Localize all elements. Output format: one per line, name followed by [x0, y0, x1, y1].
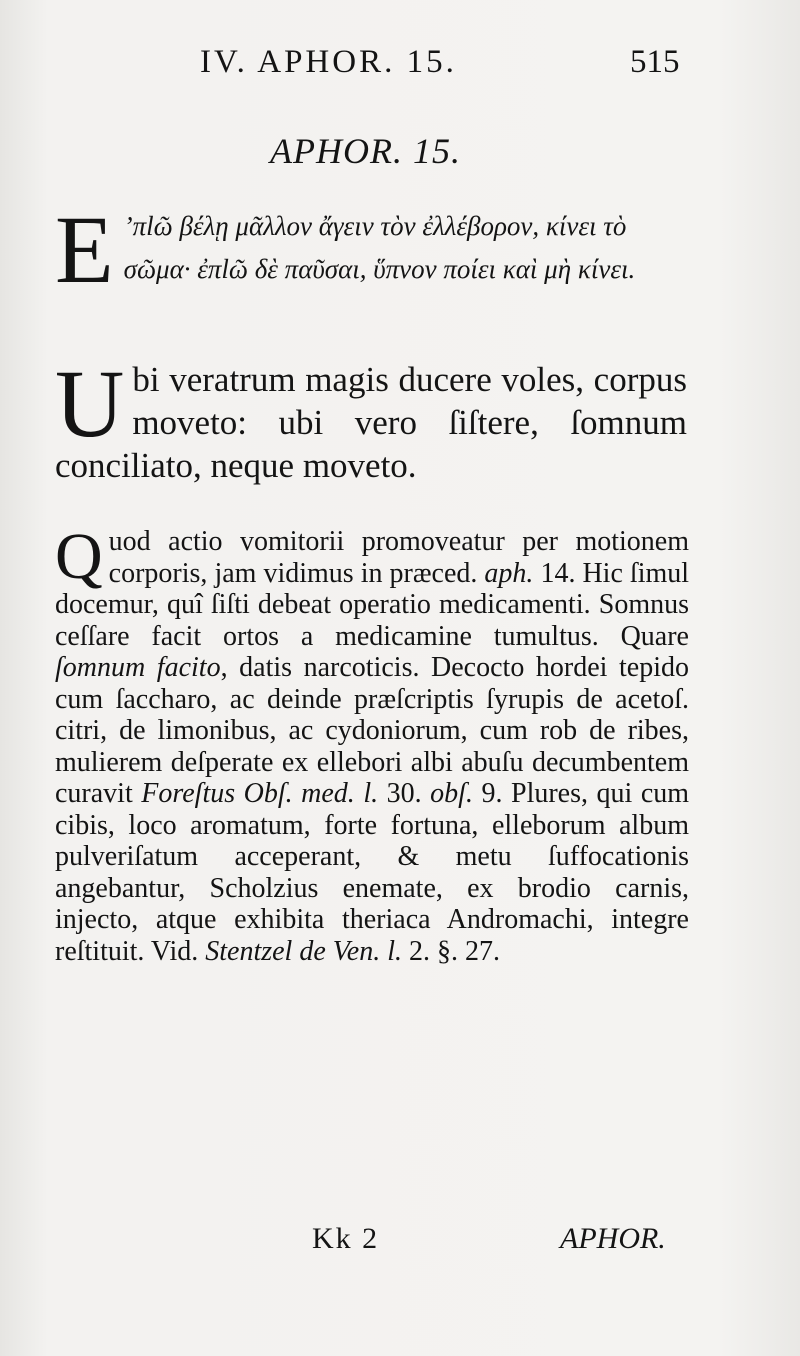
catchword: APHOR.	[560, 1222, 666, 1255]
commentary-paragraph	[55, 520, 690, 967]
page-header	[0, 44, 800, 94]
reference-forestus: Foreſtus Obſ. med. l.	[141, 778, 379, 809]
commentary-drop-cap: Q	[55, 520, 103, 593]
latin-text: bi veratrum magis ducere voles, corpus moveto: ubi vero ſiſtere, ſomnum conciliato, neque moveto.	[55, 360, 687, 485]
greek-text: ’πlῶ βέλῃ μᾶλλον ἄγειν τὸν ἐλλέβορον, κίνει τὸ σῶμα· ἐπlῶ δὲ παῦσαι, ὕπνον ποίει καὶ μὴ κίνει.	[123, 211, 636, 284]
page-number: 515	[630, 44, 680, 80]
emphasis-somnum-facito: ſomnum facito	[55, 652, 221, 683]
latin-drop-cap: U	[55, 350, 125, 457]
greek-aphorism	[55, 196, 685, 303]
aphorism-title: APHOR. 15.	[270, 131, 461, 171]
commentary-text-1: uod actio vomitorii promoveatur per motionem corporis, jam vidimus in præced.	[108, 526, 689, 589]
reference-aph: aph.	[484, 557, 534, 589]
commentary-text-2: 14. Hic ſimul docemur, quî ſiſti debeat operatio medicamenti. Somnus ceſſare facit ortos a medicamine tumultus. Quare	[55, 557, 690, 652]
commentary-text-3: , datis narcoticis. Decocto hordei tepido cum ſaccharo, ac deinde præſcriptis ſyrupis de acetoſ. citri, de limonibus, ac cydoniorum, cum rob de ribes, mulierem deſperate ex ellebori albi abuſu decumbentem curavit	[55, 652, 689, 809]
commentary-text-6: 2. §. 27.	[408, 935, 500, 967]
running-head: IV. APHOR. 15.	[200, 44, 457, 80]
reference-stentzel: Stentzel de Ven. l.	[205, 935, 402, 967]
page-footer	[0, 1222, 800, 1272]
reference-obs: obſ.	[430, 778, 473, 809]
greek-drop-cap: E	[55, 196, 114, 303]
commentary-text-5: 9. Plures, qui cum cibis, loco aromatum, forte fortuna, elleborum album pulveriſatum acceperant, & metu ſuffocationis angebantur, Scholzius enemate, ex brodio carnis, injecto, atque exhibita theriaca Andromachi, integre reſtituit. Vid.	[55, 778, 690, 967]
signature-mark: Kk 2	[312, 1222, 380, 1255]
latin-aphorism	[55, 350, 687, 487]
commentary-text-4: 30.	[386, 778, 422, 809]
